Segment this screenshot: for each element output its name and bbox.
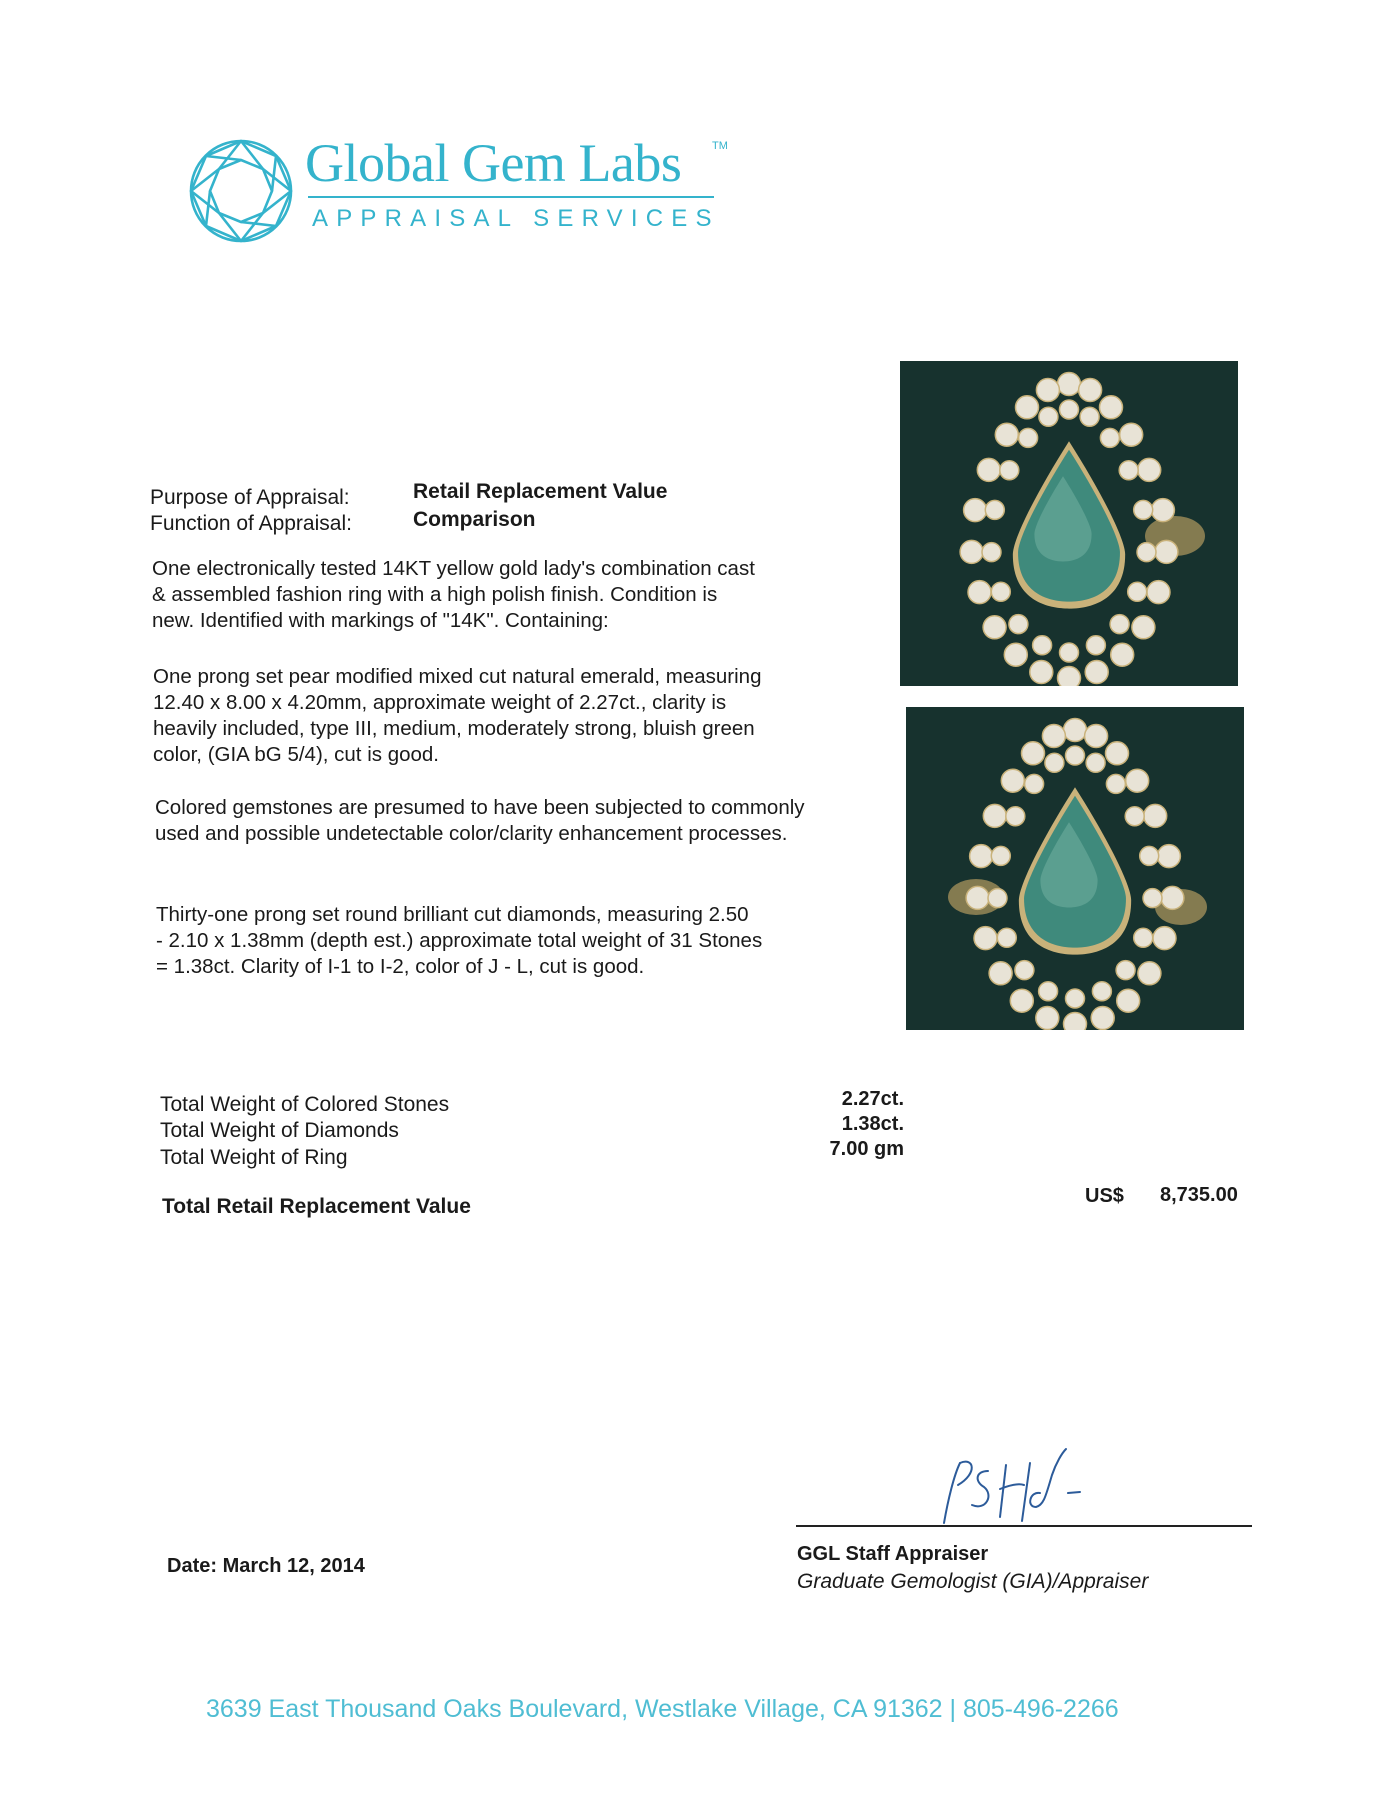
halo-diamond [991, 846, 1010, 865]
retail-value-amount: 8,735.00 [1160, 1184, 1238, 1206]
emerald-description-line: One prong set pear modified mixed cut natural emerald, measuring [153, 665, 762, 688]
ring-description-line: One electronically tested 14KT yellow gold lady's combination cast [152, 557, 755, 580]
halo-diamond [1120, 423, 1143, 446]
treatment-disclosure-line: Colored gemstones are presumed to have been subjected to commonly [155, 796, 805, 819]
halo-diamond [1134, 928, 1153, 947]
trademark-mark: TM [712, 140, 728, 152]
halo-diamond [1080, 407, 1099, 426]
halo-diamond [985, 500, 1004, 519]
halo-diamond [1006, 807, 1025, 826]
ring-weight-value: 7.00 gm [829, 1138, 904, 1160]
diamond-description-line: - 2.10 x 1.38mm (depth est.) approximate total weight of 31 Stones [156, 929, 763, 952]
halo-diamond [1125, 807, 1144, 826]
halo-diamond [970, 845, 993, 868]
appraisal-date: Date: March 12, 2014 [167, 1555, 365, 1577]
halo-diamond [1009, 615, 1028, 634]
ring-illustration [900, 361, 1238, 686]
halo-diamond [1039, 407, 1058, 426]
halo-diamond [1155, 540, 1178, 563]
halo-diamond [1151, 499, 1174, 522]
halo-diamond [1086, 753, 1105, 772]
colored-weight-value: 2.27ct. [841, 1088, 904, 1110]
retail-value-label: Total Retail Replacement Value [162, 1195, 471, 1218]
diamond-description [156, 902, 762, 980]
halo-diamond [1144, 804, 1167, 827]
halo-diamond [1138, 458, 1161, 481]
halo-diamond [983, 616, 1006, 639]
appraiser-credential: Graduate Gemologist (GIA)/Appraiser [797, 1570, 1149, 1593]
halo-diamond [1153, 927, 1176, 950]
halo-diamond [1092, 982, 1111, 1001]
halo-diamond [1132, 616, 1155, 639]
diamond-description-line: Thirty-one prong set round brilliant cut diamonds, measuring 2.50 [156, 903, 749, 926]
halo-diamond [1128, 582, 1147, 601]
halo-diamond [966, 886, 989, 909]
function-value: Comparison [413, 508, 536, 531]
halo-diamond [1036, 379, 1059, 402]
halo-diamond [1036, 1007, 1059, 1030]
signature-line [796, 1525, 1252, 1527]
halo-diamond [1042, 725, 1065, 748]
halo-diamond [983, 804, 1006, 827]
halo-diamond [1140, 846, 1159, 865]
ring-description-line: new. Identified with markings of "14K". Containing: [152, 609, 609, 632]
halo-diamond [1086, 636, 1105, 655]
halo-diamond [1085, 725, 1108, 748]
halo-diamond [1010, 989, 1033, 1012]
halo-diamond [1134, 500, 1153, 519]
treatment-disclosure-line: used and possible undetectable color/clarity enhancement processes. [155, 822, 788, 845]
halo-diamond [995, 423, 1018, 446]
gem-logo-icon [186, 136, 296, 246]
halo-diamond [977, 458, 1000, 481]
halo-diamond [1045, 753, 1064, 772]
halo-diamond [991, 582, 1010, 601]
halo-diamond [1119, 461, 1138, 480]
halo-diamond [989, 962, 1012, 985]
halo-diamond [1030, 661, 1053, 684]
ring-description [152, 556, 755, 634]
halo-diamond [1016, 396, 1039, 419]
halo-diamond [1126, 769, 1149, 792]
emerald-description [153, 664, 761, 768]
halo-diamond [1066, 989, 1085, 1008]
colored-weight-label: Total Weight of Colored Stones [160, 1093, 450, 1116]
logo-divider [308, 196, 714, 198]
halo-diamond [1116, 961, 1135, 980]
halo-diamond [968, 581, 991, 604]
purpose-value: Retail Replacement Value [413, 480, 668, 503]
halo-diamond [1111, 643, 1134, 666]
halo-diamond [1066, 746, 1085, 765]
halo-diamond [1106, 742, 1129, 765]
diamond-weight-value: 1.38ct. [841, 1113, 904, 1135]
diamond-weight-label: Total Weight of Diamonds [160, 1119, 399, 1142]
halo-diamond [1058, 667, 1081, 687]
brand-name: Global Gem Labs [305, 133, 682, 193]
halo-diamond [1064, 1013, 1087, 1031]
halo-diamond [1004, 643, 1027, 666]
halo-diamond [1058, 373, 1081, 396]
halo-diamond [1117, 989, 1140, 1012]
ring-photo-top [900, 361, 1238, 686]
halo-diamond [1060, 400, 1079, 419]
halo-diamond [1064, 719, 1087, 742]
appraiser-title: GGL Staff Appraiser [797, 1543, 989, 1565]
halo-diamond [1079, 379, 1102, 402]
halo-diamond [1100, 428, 1119, 447]
treatment-disclosure [155, 795, 805, 847]
halo-diamond [1022, 742, 1045, 765]
brand-tagline: APPRAISAL SERVICES [312, 205, 720, 232]
halo-diamond [1060, 643, 1079, 662]
emerald-description-line: 12.40 x 8.00 x 4.20mm, approximate weight of 2.27ct., clarity is [153, 691, 727, 714]
halo-diamond [964, 499, 987, 522]
appraiser-signature [926, 1445, 1096, 1535]
halo-diamond [1106, 774, 1125, 793]
ring-photo-bottom [906, 707, 1244, 1030]
halo-diamond [997, 928, 1016, 947]
diamond-description-line: = 1.38ct. Clarity of I-1 to I-2, color of J - L, cut is good. [156, 955, 645, 978]
currency-label: US$ [1085, 1185, 1124, 1207]
purpose-label: Purpose of Appraisal: [150, 486, 350, 509]
halo-diamond [1019, 428, 1038, 447]
emerald-description-line: heavily included, type III, medium, moderately strong, bluish green [153, 717, 755, 740]
halo-diamond [974, 927, 997, 950]
halo-diamond [1110, 615, 1129, 634]
ring-description-line: & assembled fashion ring with a high polish finish. Condition is [152, 583, 718, 606]
halo-diamond [1091, 1007, 1114, 1030]
halo-diamond [1039, 982, 1058, 1001]
halo-diamond [1143, 889, 1162, 908]
halo-diamond [1085, 661, 1108, 684]
halo-diamond [1025, 774, 1044, 793]
function-label: Function of Appraisal: [150, 512, 352, 535]
halo-diamond [988, 889, 1007, 908]
emerald-description-line: color, (GIA bG 5/4), cut is good. [153, 743, 439, 766]
halo-diamond [1137, 543, 1156, 562]
halo-diamond [1000, 461, 1019, 480]
halo-diamond [1001, 769, 1024, 792]
halo-diamond [1157, 845, 1180, 868]
halo-diamond [1100, 396, 1123, 419]
ring-weight-label: Total Weight of Ring [160, 1146, 348, 1169]
halo-diamond [1015, 961, 1034, 980]
halo-diamond [1138, 962, 1161, 985]
halo-diamond [1161, 886, 1184, 909]
halo-diamond [960, 540, 983, 563]
ring-illustration [906, 707, 1244, 1030]
halo-diamond [1033, 636, 1052, 655]
halo-diamond [982, 543, 1001, 562]
halo-diamond [1147, 581, 1170, 604]
lab-address: 3639 East Thousand Oaks Boulevard, Westlake Village, CA 91362 | 805-496-2266 [206, 1695, 1119, 1723]
